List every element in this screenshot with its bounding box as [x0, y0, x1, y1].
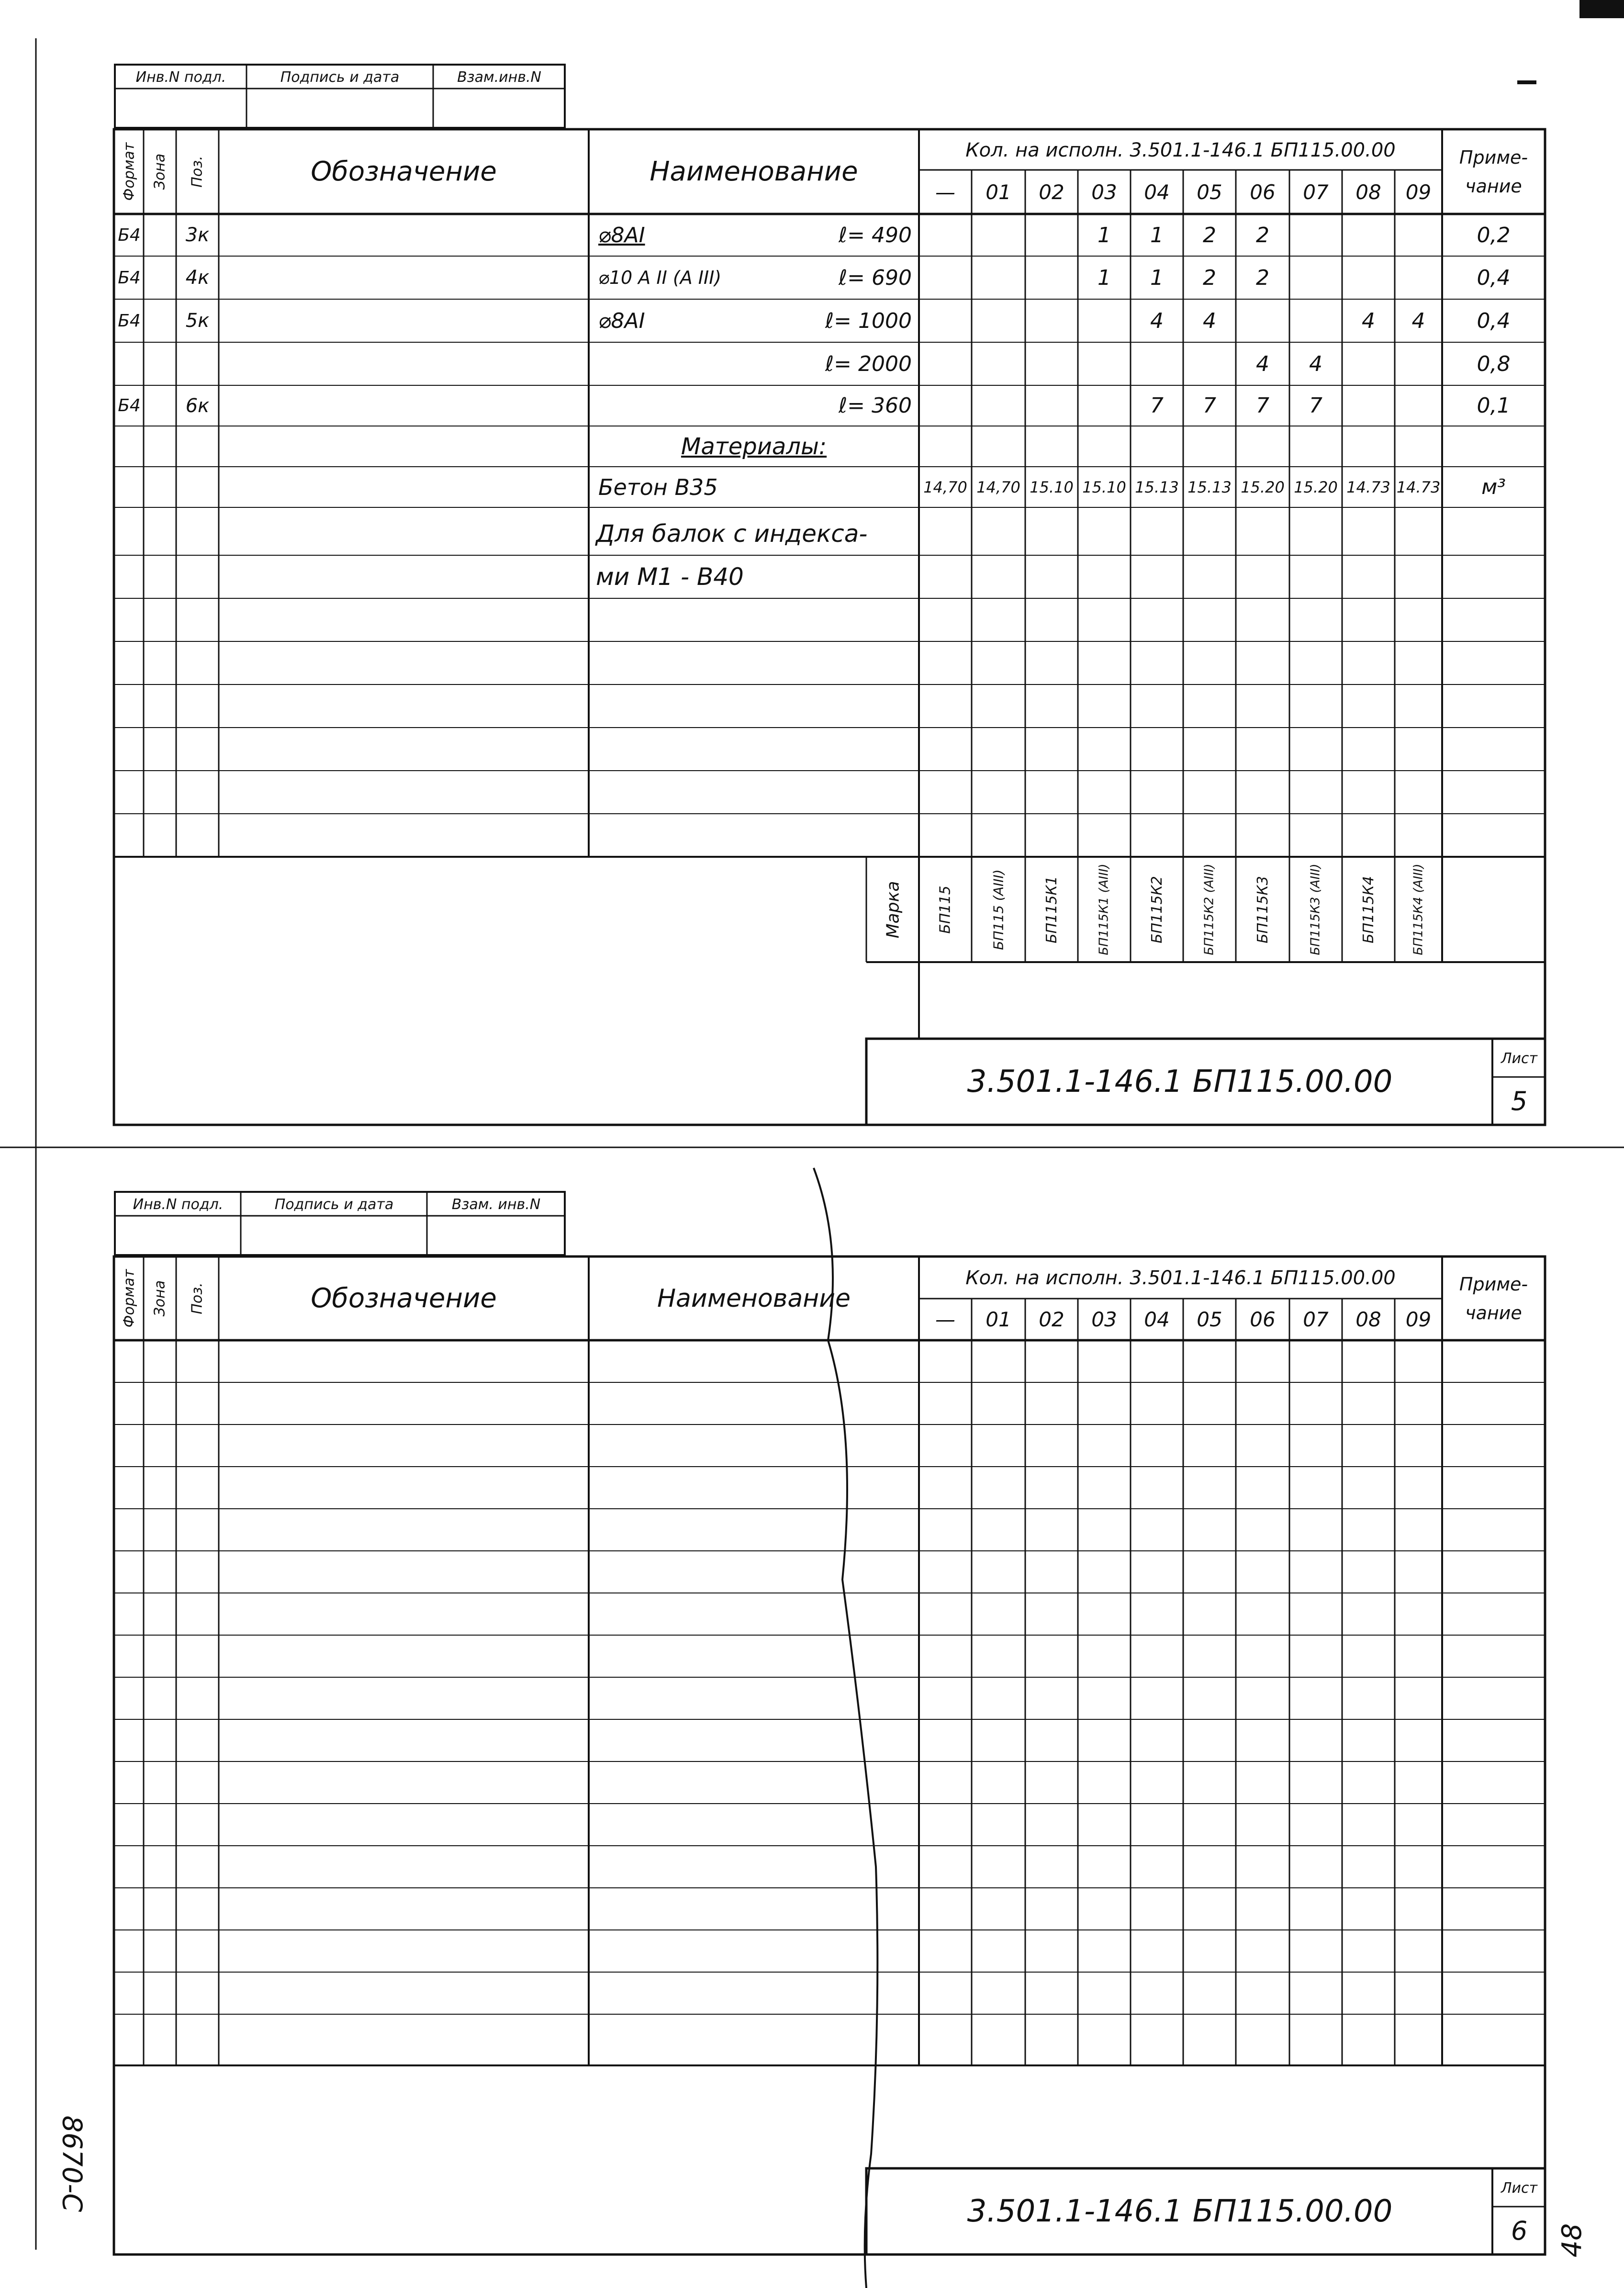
- page-number: 48: [1557, 2223, 1588, 2257]
- pos-header: Поз.: [189, 1282, 206, 1314]
- note-header: Приме-чание: [1459, 146, 1528, 197]
- qty-cell: 7: [1309, 393, 1322, 418]
- variant-header: 08: [1355, 1308, 1381, 1331]
- name-header: Наименование: [657, 1284, 851, 1313]
- variant-header: 03: [1091, 1308, 1117, 1331]
- doc-code: 3.501.1-146.1 БП115.00.00: [967, 1064, 1393, 1099]
- variant-header: 09: [1405, 180, 1432, 204]
- sheet-label: Лист: [1501, 1050, 1538, 1067]
- qty-title: Кол. на исполн. 3.501.1-146.1 БП115.00.00: [965, 139, 1396, 161]
- concrete-volume: 14,70: [976, 478, 1020, 496]
- variant-header: 07: [1303, 180, 1329, 204]
- variant-header: 09: [1405, 1308, 1432, 1331]
- concrete-volume: 15.20: [1241, 478, 1285, 496]
- concrete-volume: 14.73: [1396, 478, 1441, 496]
- materials-heading: Материалы:: [681, 433, 827, 460]
- note-cell: 0,8: [1477, 351, 1511, 376]
- index-note-line2: ми М1 - В40: [596, 562, 744, 591]
- designation-header: Обозначение: [311, 1283, 497, 1314]
- pos-cell: 5к: [185, 310, 210, 332]
- qty-cell: 2: [1203, 223, 1216, 247]
- variant-header: 05: [1197, 180, 1222, 204]
- pos-cell: 4к: [185, 267, 210, 289]
- concrete-volume: 15.10: [1030, 478, 1074, 496]
- index-note-line1: Для балок с индекса-: [596, 520, 868, 548]
- format-cell: Б4: [118, 311, 141, 331]
- qty-cell: 4: [1203, 308, 1216, 333]
- concrete-name: Бетон В35: [598, 474, 718, 500]
- mark-cell: БП115: [937, 885, 954, 934]
- sign-label: Подпись и дата: [274, 1196, 394, 1213]
- note-cell: 0,2: [1477, 223, 1511, 247]
- concrete-volume: 15.13: [1135, 478, 1179, 496]
- inv-label: Инв.N подл.: [133, 1196, 224, 1213]
- qty-cell: 7: [1150, 393, 1164, 418]
- concrete-volume: 15.13: [1187, 478, 1232, 496]
- archive-number: 8670-С: [56, 2115, 88, 2212]
- mark-cell: БП115К4: [1360, 875, 1377, 943]
- mark-cell: БП115К3 (АIII): [1309, 864, 1323, 955]
- pos-cell: 6к: [185, 394, 210, 417]
- variant-header: 03: [1091, 180, 1117, 204]
- doc-code: 3.501.1-146.1 БП115.00.00: [967, 2194, 1393, 2229]
- variant-header: 02: [1039, 1308, 1064, 1331]
- qty-cell: 1: [1098, 265, 1111, 290]
- concrete-volume: 14,70: [923, 478, 967, 496]
- pos-header: Поз.: [189, 156, 206, 188]
- format-cell: Б4: [118, 225, 141, 245]
- designation-header: Обозначение: [311, 156, 497, 187]
- zone-header: Зона: [151, 1280, 168, 1317]
- length-cell: ℓ= 2000: [825, 351, 912, 376]
- qty-title: Кол. на исполн. 3.501.1-146.1 БП115.00.00: [965, 1267, 1396, 1289]
- concrete-unit: м³: [1481, 475, 1506, 499]
- variant-header: 01: [986, 1308, 1011, 1331]
- variant-header: 01: [986, 180, 1011, 204]
- qty-cell: 1: [1150, 223, 1164, 247]
- qty-cell: 7: [1203, 393, 1216, 418]
- variant-header: 05: [1197, 1308, 1222, 1331]
- zone-header: Зона: [151, 153, 168, 190]
- variant-header: 02: [1039, 180, 1064, 204]
- concrete-volume: 15.20: [1294, 478, 1338, 496]
- name-cell: ⌀8АI: [598, 308, 645, 333]
- mark-cell: БП115К3: [1254, 875, 1271, 943]
- note-header: Приме-чание: [1459, 1273, 1528, 1323]
- mark-cell: БП115К2 (АIII): [1202, 864, 1217, 955]
- format-header: Формат: [121, 1269, 138, 1328]
- variant-header: —: [935, 180, 955, 204]
- qty-cell: 4: [1256, 351, 1269, 376]
- qty-cell: 4: [1309, 351, 1322, 376]
- variant-header: 08: [1355, 180, 1381, 204]
- qty-cell: 1: [1150, 265, 1164, 290]
- note-cell: 0,1: [1477, 393, 1511, 418]
- format-cell: Б4: [118, 396, 141, 415]
- marka-label: Марка: [883, 881, 903, 938]
- sheet-label: Лист: [1501, 2179, 1538, 2197]
- length-cell: ℓ= 1000: [825, 308, 912, 333]
- qty-cell: 2: [1256, 265, 1269, 290]
- pos-cell: 3к: [185, 224, 210, 246]
- variant-header: 04: [1144, 1308, 1170, 1331]
- vzam-label: Взам. инв.N: [451, 1196, 541, 1213]
- format-cell: Б4: [118, 268, 141, 288]
- qty-cell: 2: [1256, 223, 1269, 247]
- variant-header: 06: [1250, 180, 1276, 204]
- sign-label: Подпись и дата: [280, 68, 400, 86]
- vzam-label: Взам.инв.N: [457, 68, 541, 86]
- concrete-volume: 15.10: [1082, 478, 1126, 496]
- variant-header: —: [935, 1308, 955, 1331]
- mark-cell: БП115К1 (АIII): [1097, 864, 1112, 955]
- variant-header: 06: [1250, 1308, 1276, 1331]
- length-cell: ℓ= 690: [838, 265, 912, 290]
- concrete-volume: 14.73: [1346, 478, 1390, 496]
- sheet-number: 6: [1511, 2215, 1528, 2246]
- name-cell: ⌀8АI: [598, 223, 645, 247]
- variant-header: 04: [1144, 180, 1170, 204]
- qty-cell: 4: [1150, 308, 1164, 333]
- format-header: Формат: [121, 142, 138, 201]
- qty-cell: 7: [1256, 393, 1269, 418]
- qty-cell: 4: [1362, 308, 1375, 333]
- qty-cell: 4: [1411, 308, 1425, 333]
- note-cell: 0,4: [1477, 265, 1511, 290]
- variant-header: 07: [1303, 1308, 1329, 1331]
- name-cell: ⌀10 А II (А III): [598, 267, 722, 288]
- qty-cell: 2: [1203, 265, 1216, 290]
- note-cell: 0,4: [1477, 308, 1511, 333]
- length-cell: ℓ= 360: [838, 393, 912, 418]
- mark-cell: БП115К4 (АIII): [1411, 864, 1426, 955]
- qty-cell: 1: [1098, 223, 1111, 247]
- mark-cell: БП115К1: [1043, 875, 1060, 943]
- mark-cell: БП115 (АIII): [990, 869, 1007, 950]
- name-header: Наименование: [650, 156, 858, 187]
- inv-label: Инв.N подл.: [135, 68, 226, 86]
- length-cell: ℓ= 490: [838, 223, 912, 247]
- sheet-number: 5: [1511, 1086, 1528, 1116]
- mark-cell: БП115К2: [1148, 875, 1165, 943]
